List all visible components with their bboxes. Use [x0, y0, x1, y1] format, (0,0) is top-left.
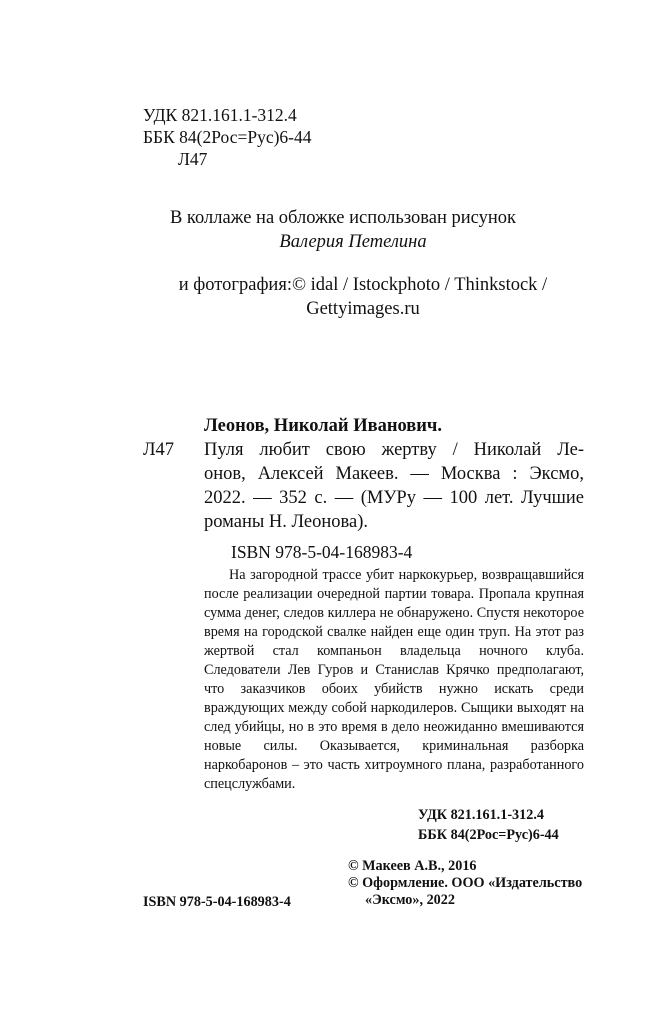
copyright-publisher: «Эксмо», 2022 — [365, 892, 455, 908]
cover-credit-line: В коллаже на обложке использован рисунок — [169, 208, 517, 228]
photo-credit-line: и фотография:© idal / Istockphoto / Thinkstock / — [178, 275, 548, 295]
catalog-code: Л47 — [143, 440, 175, 460]
catalog-description-line-3: 2022. — 352 с. — (МУРу — 100 лет. Лучшие — [204, 488, 584, 508]
catalog-isbn: ISBN 978-5-04-168983-4 — [231, 542, 413, 562]
catalog-description-line-1: Пуля любит свою жертву / Николай Ле- — [204, 440, 584, 460]
catalog-author: Леонов, Николай Иванович. — [204, 416, 442, 436]
udk-code: УДК 821.161.1-312.4 — [143, 105, 297, 125]
photo-source: Gettyimages.ru — [306, 299, 420, 319]
catalog-description-line-4: романы Н. Леонова). — [204, 512, 369, 532]
footer-bbk: ББК 84(2Рос=Рус)6-44 — [418, 827, 559, 843]
cover-artist: Валерия Петелина — [279, 232, 427, 252]
catalog-description-line-2: онов, Алексей Макеев. — Москва : Эксмо, — [204, 464, 584, 484]
annotation-text: На загородной трассе убит наркокурьер, возвращавшийся после реализации очередной партии товара. Пропала крупная сумма денег, следов киллера не обнаружено. Спустя некоторое время на городской свалке найден еще один труп. На этот раз жертвой стал компаньон владельца ночного клуба. Следователи Лев Гуров и Станислав Крячко предполагают, что заказчиков обоих убийств нужно искать среди враждующих между собой наркодилеров. Сыщики выходят на след убийцы, но в это время в дело неожиданно вмешиваются новые силы. Оказывается, криминальная разборка наркобаронов – это часть хитроумного плана, разработанного спецслужбами. — [204, 567, 584, 792]
author-mark: Л47 — [178, 149, 208, 169]
footer-isbn: ISBN 978-5-04-168983-4 — [143, 894, 291, 910]
copyright-author: © Макеев А.В., 2016 — [348, 858, 477, 874]
copyright-design: © Оформление. ООО «Издательство — [348, 875, 583, 891]
footer-udk: УДК 821.161.1-312.4 — [418, 807, 544, 823]
bbk-code: ББК 84(2Рос=Рус)6-44 — [143, 127, 312, 147]
